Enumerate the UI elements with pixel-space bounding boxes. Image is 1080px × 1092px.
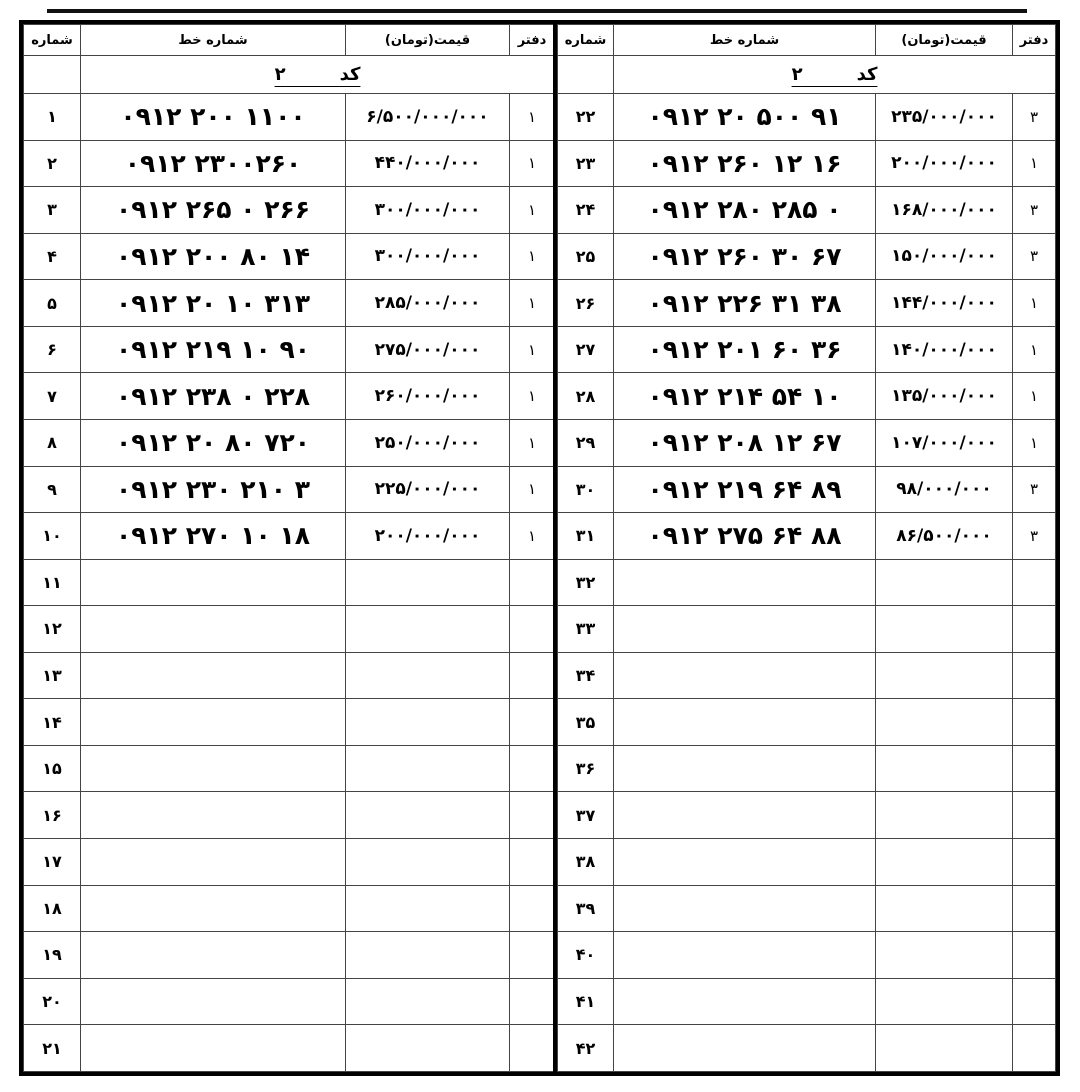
- price-value: [346, 792, 510, 839]
- table-row: [558, 326, 1056, 373]
- book-value: ۱: [510, 326, 555, 373]
- book-value: [1013, 978, 1056, 1025]
- book-value: [1013, 885, 1056, 932]
- book-value: [1013, 699, 1056, 746]
- phone-number: ۰۹۱۲ ۲۸۰ ۲۸۵ ۰: [614, 187, 876, 234]
- price-value: ۲۸۵/۰۰۰/۰۰۰: [346, 280, 510, 327]
- table-row: [24, 978, 555, 1025]
- header-line: شماره خط: [614, 25, 876, 56]
- table-row: [24, 606, 555, 653]
- book-value: [1013, 792, 1056, 839]
- price-value: [876, 932, 1013, 979]
- book-value: [510, 745, 555, 792]
- table-row: [24, 466, 555, 513]
- table-row: [24, 699, 555, 746]
- price-value: [876, 606, 1013, 653]
- book-value: ۱: [1013, 373, 1056, 420]
- book-value: [510, 932, 555, 979]
- price-value: [346, 699, 510, 746]
- price-value: [346, 652, 510, 699]
- book-value: [510, 606, 555, 653]
- price-value: [346, 606, 510, 653]
- row-number: ۵: [24, 280, 81, 327]
- table-row: [558, 885, 1056, 932]
- price-value: [346, 885, 510, 932]
- table-row: [24, 839, 555, 886]
- price-value: ۳۰۰/۰۰۰/۰۰۰: [346, 187, 510, 234]
- price-value: ۱۵۰/۰۰۰/۰۰۰: [876, 233, 1013, 280]
- price-table: [557, 24, 1056, 1072]
- price-value: ۶/۵۰۰/۰۰۰/۰۰۰: [346, 94, 510, 141]
- table-row: [24, 326, 555, 373]
- price-table: [23, 24, 555, 1072]
- row-number: ۴۰: [558, 932, 614, 979]
- price-value: ۱۳۵/۰۰۰/۰۰۰: [876, 373, 1013, 420]
- row-number: ۱۰: [24, 513, 81, 560]
- row-number: ۴: [24, 233, 81, 280]
- price-value: [876, 652, 1013, 699]
- phone-number: [614, 652, 876, 699]
- row-number: ۲۲: [558, 94, 614, 141]
- price-value: ۲۰۰/۰۰۰/۰۰۰: [876, 140, 1013, 187]
- row-number: ۲۳: [558, 140, 614, 187]
- table-row: [558, 652, 1056, 699]
- code-row: [24, 56, 555, 94]
- price-value: ۱۴۴/۰۰۰/۰۰۰: [876, 280, 1013, 327]
- price-value: ۴۴۰/۰۰۰/۰۰۰: [346, 140, 510, 187]
- code-value: ۲: [791, 64, 803, 86]
- row-number: ۱۳: [24, 652, 81, 699]
- book-value: ۳: [1013, 233, 1056, 280]
- table-row: [24, 745, 555, 792]
- table-row: [558, 978, 1056, 1025]
- table-row: [24, 233, 555, 280]
- table-row: [558, 839, 1056, 886]
- row-number: ۱۴: [24, 699, 81, 746]
- row-number: ۲۰: [24, 978, 81, 1025]
- price-value: [876, 699, 1013, 746]
- row-number: ۴۲: [558, 1025, 614, 1072]
- phone-number: [81, 792, 346, 839]
- book-value: [510, 839, 555, 886]
- phone-number: [81, 978, 346, 1025]
- book-value: ۱: [1013, 326, 1056, 373]
- table-row: [24, 373, 555, 420]
- row-number: ۳۵: [558, 699, 614, 746]
- row-number: ۳۲: [558, 559, 614, 606]
- header-row: [558, 25, 1056, 56]
- table-row: [24, 885, 555, 932]
- header-price: قیمت(تومان): [346, 25, 510, 56]
- phone-number: ۰۹۱۲ ۲۰ ۸۰ ۷۲۰: [81, 419, 346, 466]
- phone-number: [614, 699, 876, 746]
- price-value: ۲۰۰/۰۰۰/۰۰۰: [346, 513, 510, 560]
- book-value: ۱: [510, 140, 555, 187]
- phone-number: [614, 932, 876, 979]
- book-value: ۱: [1013, 419, 1056, 466]
- phone-number: ۰۹۱۲ ۲۰۰ ۸۰ ۱۴: [81, 233, 346, 280]
- table-row: [24, 419, 555, 466]
- book-value: ۳: [1013, 466, 1056, 513]
- price-value: [876, 839, 1013, 886]
- table-row: [558, 932, 1056, 979]
- table-row: [558, 466, 1056, 513]
- table-row: [558, 513, 1056, 560]
- row-number: ۷: [24, 373, 81, 420]
- phone-number: [614, 978, 876, 1025]
- phone-number: [81, 745, 346, 792]
- table-row: [24, 280, 555, 327]
- phone-number: [614, 559, 876, 606]
- book-value: [510, 1025, 555, 1072]
- row-number: ۱۶: [24, 792, 81, 839]
- book-value: ۱: [510, 513, 555, 560]
- price-value: ۱۶۸/۰۰۰/۰۰۰: [876, 187, 1013, 234]
- book-value: [510, 978, 555, 1025]
- row-number: ۲۹: [558, 419, 614, 466]
- row-number: ۸: [24, 419, 81, 466]
- price-value: [346, 932, 510, 979]
- phone-number: ۰۹۱۲ ۲۳۰ ۲۱۰ ۳: [81, 466, 346, 513]
- price-value: ۱۰۷/۰۰۰/۰۰۰: [876, 419, 1013, 466]
- book-value: [510, 792, 555, 839]
- row-number: ۲۷: [558, 326, 614, 373]
- table-row: [558, 187, 1056, 234]
- row-number: ۴۱: [558, 978, 614, 1025]
- price-value: ۸۶/۵۰۰/۰۰۰: [876, 513, 1013, 560]
- row-number: ۹: [24, 466, 81, 513]
- table-row: [558, 419, 1056, 466]
- price-value: ۲۶۰/۰۰۰/۰۰۰: [346, 373, 510, 420]
- book-value: ۳: [1013, 513, 1056, 560]
- price-value: [876, 792, 1013, 839]
- price-value: [876, 885, 1013, 932]
- book-value: ۳: [1013, 94, 1056, 141]
- price-value: ۲۷۵/۰۰۰/۰۰۰: [346, 326, 510, 373]
- row-number: ۲۶: [558, 280, 614, 327]
- header-line: شماره خط: [81, 25, 346, 56]
- phone-number: ۰۹۱۲ ۲۱۹ ۱۰ ۹۰: [81, 326, 346, 373]
- row-number: ۱۹: [24, 932, 81, 979]
- table-row: [558, 140, 1056, 187]
- phone-number: ۰۹۱۲ ۲۶۰ ۱۲ ۱۶: [614, 140, 876, 187]
- phone-number: ۰۹۱۲ ۲۲۶ ۳۱ ۳۸: [614, 280, 876, 327]
- phone-number: ۰۹۱۲ ۲۰ ۵۰۰ ۹۱: [614, 94, 876, 141]
- book-value: [510, 885, 555, 932]
- book-value: ۱: [510, 419, 555, 466]
- row-number: ۳۴: [558, 652, 614, 699]
- code-value: ۲: [274, 64, 286, 86]
- book-value: ۱: [510, 94, 555, 141]
- row-number: ۲: [24, 140, 81, 187]
- phone-number: ۰۹۱۲ ۲۰۱ ۶۰ ۳۶: [614, 326, 876, 373]
- phone-number: ۰۹۱۲ ۲۶۵ ۰ ۲۶۶: [81, 187, 346, 234]
- code-label: کد ۲: [614, 56, 1056, 94]
- phone-number: ۰۹۱۲ ۲۷۵ ۶۴ ۸۸: [614, 513, 876, 560]
- left-price-table: [19, 20, 559, 1076]
- header-book: دفتر: [510, 25, 555, 56]
- phone-number: [614, 1025, 876, 1072]
- row-number: ۱۵: [24, 745, 81, 792]
- book-value: [1013, 839, 1056, 886]
- phone-number: ۰۹۱۲ ۲۰۸ ۱۲ ۶۷: [614, 419, 876, 466]
- book-value: ۳: [1013, 187, 1056, 234]
- table-row: [24, 652, 555, 699]
- book-value: [1013, 932, 1056, 979]
- phone-number: [614, 885, 876, 932]
- phone-number: ۰۹۱۲ ۲۶۰ ۳۰ ۶۷: [614, 233, 876, 280]
- header-row: [24, 25, 555, 56]
- table-row: [24, 140, 555, 187]
- phone-number: [81, 1025, 346, 1072]
- phone-number: ۰۹۱۲ ۲۳۰۰۲۶۰: [81, 140, 346, 187]
- right-price-table: [553, 20, 1060, 1076]
- row-number: ۳۹: [558, 885, 614, 932]
- header-number: شماره: [558, 25, 614, 56]
- price-value: ۱۴۰/۰۰۰/۰۰۰: [876, 326, 1013, 373]
- header-price: قیمت(تومان): [876, 25, 1013, 56]
- row-number: ۳۶: [558, 745, 614, 792]
- price-value: ۹۸/۰۰۰/۰۰۰: [876, 466, 1013, 513]
- table-row: [558, 1025, 1056, 1072]
- table-row: [24, 513, 555, 560]
- row-number: ۱۷: [24, 839, 81, 886]
- book-value: ۱: [1013, 140, 1056, 187]
- row-number: ۲۸: [558, 373, 614, 420]
- book-value: [1013, 606, 1056, 653]
- table-row: [24, 1025, 555, 1072]
- book-value: [1013, 1025, 1056, 1072]
- table-row: [558, 745, 1056, 792]
- row-number: ۳۷: [558, 792, 614, 839]
- book-value: ۱: [510, 280, 555, 327]
- book-value: ۱: [510, 373, 555, 420]
- price-value: [346, 559, 510, 606]
- book-value: [1013, 745, 1056, 792]
- table-row: [24, 559, 555, 606]
- price-value: ۲۵۰/۰۰۰/۰۰۰: [346, 419, 510, 466]
- book-value: [510, 559, 555, 606]
- top-rule: [47, 9, 1027, 13]
- header-number: شماره: [24, 25, 81, 56]
- table-row: [24, 932, 555, 979]
- phone-number: [614, 839, 876, 886]
- table-row: [24, 187, 555, 234]
- price-value: [346, 978, 510, 1025]
- phone-number: [81, 652, 346, 699]
- phone-number: ۰۹۱۲ ۲۷۰ ۱۰ ۱۸: [81, 513, 346, 560]
- price-value: [876, 559, 1013, 606]
- price-value: [346, 839, 510, 886]
- row-number: ۱۸: [24, 885, 81, 932]
- price-value: ۲۳۵/۰۰۰/۰۰۰: [876, 94, 1013, 141]
- table-row: [558, 373, 1056, 420]
- book-value: [1013, 652, 1056, 699]
- phone-number: [81, 885, 346, 932]
- price-value: [876, 1025, 1013, 1072]
- price-value: ۳۰۰/۰۰۰/۰۰۰: [346, 233, 510, 280]
- book-value: ۱: [510, 187, 555, 234]
- book-value: [510, 652, 555, 699]
- row-number: ۳۳: [558, 606, 614, 653]
- row-number: ۲۵: [558, 233, 614, 280]
- table-row: [558, 792, 1056, 839]
- phone-number: ۰۹۱۲ ۲۰۰ ۱۱۰۰: [81, 94, 346, 141]
- price-value: ۲۲۵/۰۰۰/۰۰۰: [346, 466, 510, 513]
- book-value: ۱: [510, 466, 555, 513]
- price-value: [346, 1025, 510, 1072]
- book-value: ۱: [510, 233, 555, 280]
- phone-number: ۰۹۱۲ ۲۱۴ ۵۴ ۱۰: [614, 373, 876, 420]
- price-value: [876, 978, 1013, 1025]
- row-number: ۳: [24, 187, 81, 234]
- row-number: ۱: [24, 94, 81, 141]
- row-number: ۳۰: [558, 466, 614, 513]
- phone-number: ۰۹۱۲ ۲۱۹ ۶۴ ۸۹: [614, 466, 876, 513]
- table-row: [558, 280, 1056, 327]
- phone-number: [81, 932, 346, 979]
- book-value: [1013, 559, 1056, 606]
- header-book: دفتر: [1013, 25, 1056, 56]
- table-row: [558, 699, 1056, 746]
- row-number: ۳۱: [558, 513, 614, 560]
- table-row: [558, 233, 1056, 280]
- phone-number: [81, 699, 346, 746]
- row-number: ۱۱: [24, 559, 81, 606]
- phone-number: [81, 839, 346, 886]
- phone-number: ۰۹۱۲ ۲۰ ۱۰ ۳۱۳: [81, 280, 346, 327]
- row-number: ۲۱: [24, 1025, 81, 1072]
- row-number: ۱۲: [24, 606, 81, 653]
- table-row: [24, 94, 555, 141]
- phone-number: [614, 792, 876, 839]
- phone-number: [614, 745, 876, 792]
- table-row: [558, 559, 1056, 606]
- book-value: [510, 699, 555, 746]
- phone-number: ۰۹۱۲ ۲۳۸ ۰ ۲۲۸: [81, 373, 346, 420]
- phone-number: [81, 559, 346, 606]
- price-value: [876, 745, 1013, 792]
- code-row: [558, 56, 1056, 94]
- row-number: ۳۸: [558, 839, 614, 886]
- phone-number: [81, 606, 346, 653]
- table-row: [24, 792, 555, 839]
- code-label: کد ۲: [81, 56, 555, 94]
- row-number: ۲۴: [558, 187, 614, 234]
- price-value: [346, 745, 510, 792]
- table-row: [558, 606, 1056, 653]
- row-number: ۶: [24, 326, 81, 373]
- phone-number: [614, 606, 876, 653]
- book-value: ۱: [1013, 280, 1056, 327]
- table-row: [558, 94, 1056, 141]
